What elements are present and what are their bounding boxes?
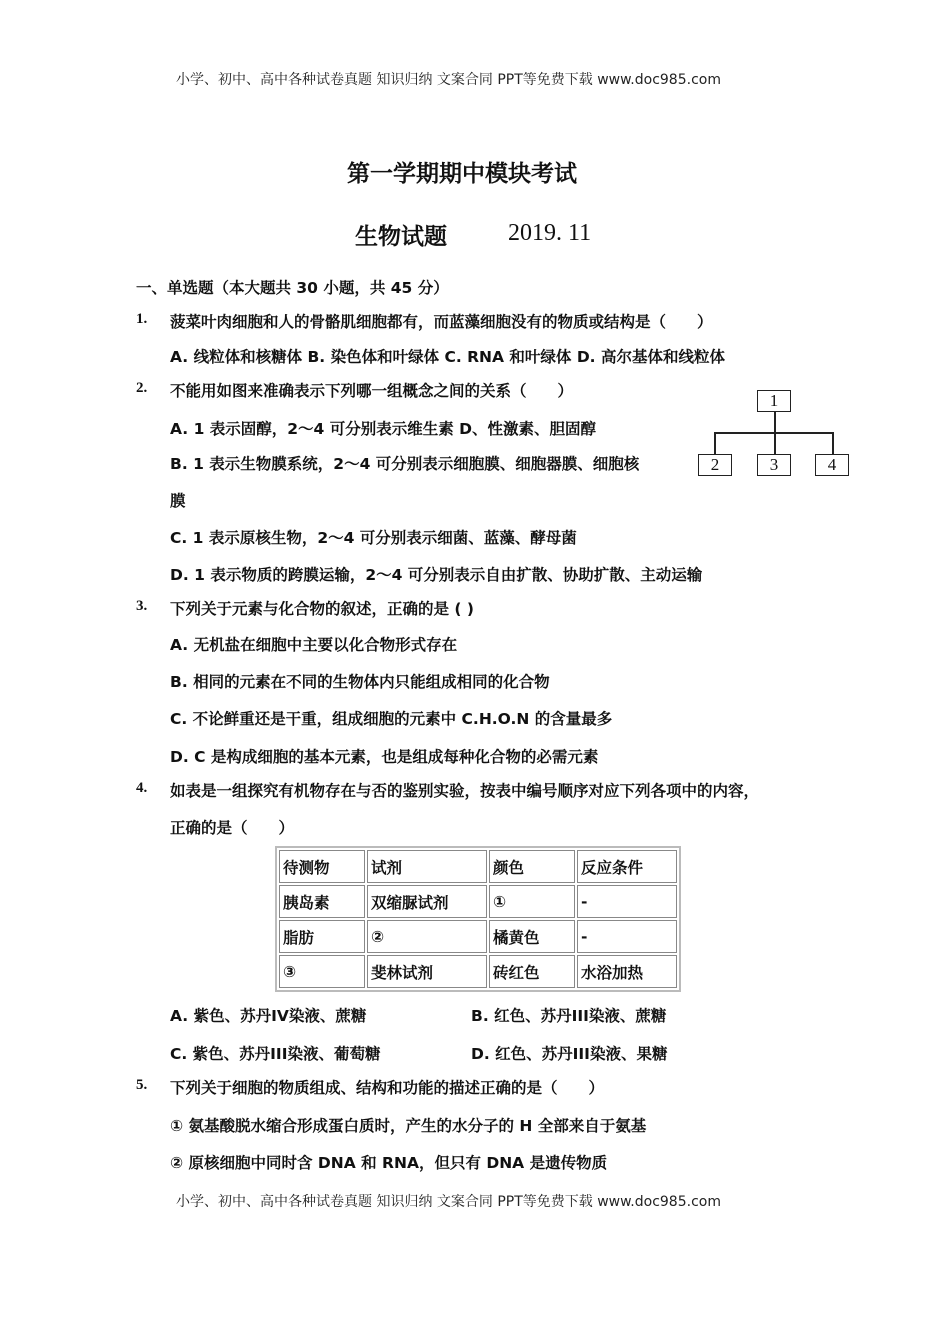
question-stem-continued: 正确的是（ ） (170, 819, 295, 837)
table-cell: 橘黄色 (489, 920, 575, 953)
option-b: B. 1 表示生物膜系统，2～4 可分别表示细胞膜、细胞器膜、细胞核 (170, 455, 640, 473)
option-c: C. 1 表示原核生物，2～4 可分别表示细菌、蓝藻、酵母菌 (170, 529, 577, 547)
table-cell: ② (367, 920, 487, 953)
table-row (279, 920, 677, 953)
page-header: 小学、初中、高中各种试卷真题 知识归纳 文案合同 PPT等免费下载 www.doc985.com (176, 72, 721, 88)
diagram-connector (832, 432, 834, 454)
table-cell: 水浴加热 (577, 955, 677, 988)
statement-2: ② 原核细胞中同时含 DNA 和 RNA，但只有 DNA 是遗传物质 (170, 1154, 608, 1172)
section-heading: 一、单选题（本大题共 30 小题，共 45 分） (136, 279, 449, 297)
diagram-node-1: 1 (757, 390, 791, 412)
diagram-connector (714, 432, 716, 454)
question-number: 5. (136, 1077, 148, 1093)
option-c: C. 紫色、苏丹III染液、葡萄糖 (170, 1045, 381, 1063)
table-header-cell: 待测物 (279, 850, 365, 883)
diagram-connector (774, 412, 776, 432)
question-stem: 如表是一组探究有机物存在与否的鉴别实验，按表中编号顺序对应下列各项中的内容， (170, 782, 760, 800)
page-footer: 小学、初中、高中各种试卷真题 知识归纳 文案合同 PPT等免费下载 www.doc985.com (176, 1194, 721, 1210)
table-cell: 脂肪 (279, 920, 365, 953)
statement-1: ① 氨基酸脱水缩合形成蛋白质时，产生的水分子的 H 全部来自于氨基 (170, 1117, 647, 1135)
option-c: C. 不论鲜重还是干重，组成细胞的元素中 C.H.O.N 的含量最多 (170, 710, 613, 728)
option-d: D. 1 表示物质的跨膜运输，2～4 可分别表示自由扩散、协助扩散、主动运输 (170, 566, 703, 584)
page-subtitle: 生物试题 (355, 224, 447, 250)
option-a: A. 1 表示固醇，2～4 可分别表示维生素 D、性激素、胆固醇 (170, 420, 596, 438)
option-b: B. 红色、苏丹III染液、蔗糖 (471, 1007, 667, 1025)
page-title: 第一学期期中模块考试 (347, 161, 577, 187)
question-options: A. 线粒体和核糖体 B. 染色体和叶绿体 C. RNA 和叶绿体 D. 高尔基体和线粒体 (170, 348, 725, 366)
table-cell: 胰岛素 (279, 885, 365, 918)
table-header-cell: 颜色 (489, 850, 575, 883)
question-number: 2. (136, 380, 148, 396)
option-a: A. 无机盐在细胞中主要以化合物形式存在 (170, 636, 458, 654)
question-number: 3. (136, 598, 148, 614)
table-cell: - (577, 885, 677, 918)
diagram-node-3: 3 (757, 454, 791, 476)
option-d: D. C 是构成细胞的基本元素，也是组成每种化合物的必需元素 (170, 748, 599, 766)
table-cell: 砖红色 (489, 955, 575, 988)
option-d: D. 红色、苏丹III染液、果糖 (471, 1045, 668, 1063)
table-row (279, 850, 677, 883)
experiment-table (275, 846, 681, 992)
option-a: A. 紫色、苏丹IV染液、蔗糖 (170, 1007, 367, 1025)
question-stem: 下列关于元素与化合物的叙述，正确的是 ( ) (170, 600, 474, 618)
table-row (279, 955, 677, 988)
table-row (279, 885, 677, 918)
option-b: B. 相同的元素在不同的生物体内只能组成相同的化合物 (170, 673, 550, 691)
question-number: 4. (136, 780, 148, 796)
table-cell: - (577, 920, 677, 953)
table-header-cell: 反应条件 (577, 850, 677, 883)
table-cell: 斐林试剂 (367, 955, 487, 988)
table-cell: 双缩脲试剂 (367, 885, 487, 918)
question-stem: 不能用如图来准确表示下列哪一组概念之间的关系（ ） (170, 382, 574, 400)
table-cell: ① (489, 885, 575, 918)
option-b-continued: 膜 (170, 492, 186, 510)
diagram-node-2: 2 (698, 454, 732, 476)
diagram-node-4: 4 (815, 454, 849, 476)
table-header-cell: 试剂 (367, 850, 487, 883)
table-cell: ③ (279, 955, 365, 988)
question-number: 1. (136, 311, 148, 327)
question-stem: 下列关于细胞的物质组成、结构和功能的描述正确的是（ ） (170, 1079, 605, 1097)
question-stem: 菠菜叶肉细胞和人的骨骼肌细胞都有，而蓝藻细胞没有的物质或结构是（ ） (170, 313, 713, 331)
exam-date: 2019. 11 (508, 220, 592, 246)
diagram-connector (774, 432, 776, 454)
